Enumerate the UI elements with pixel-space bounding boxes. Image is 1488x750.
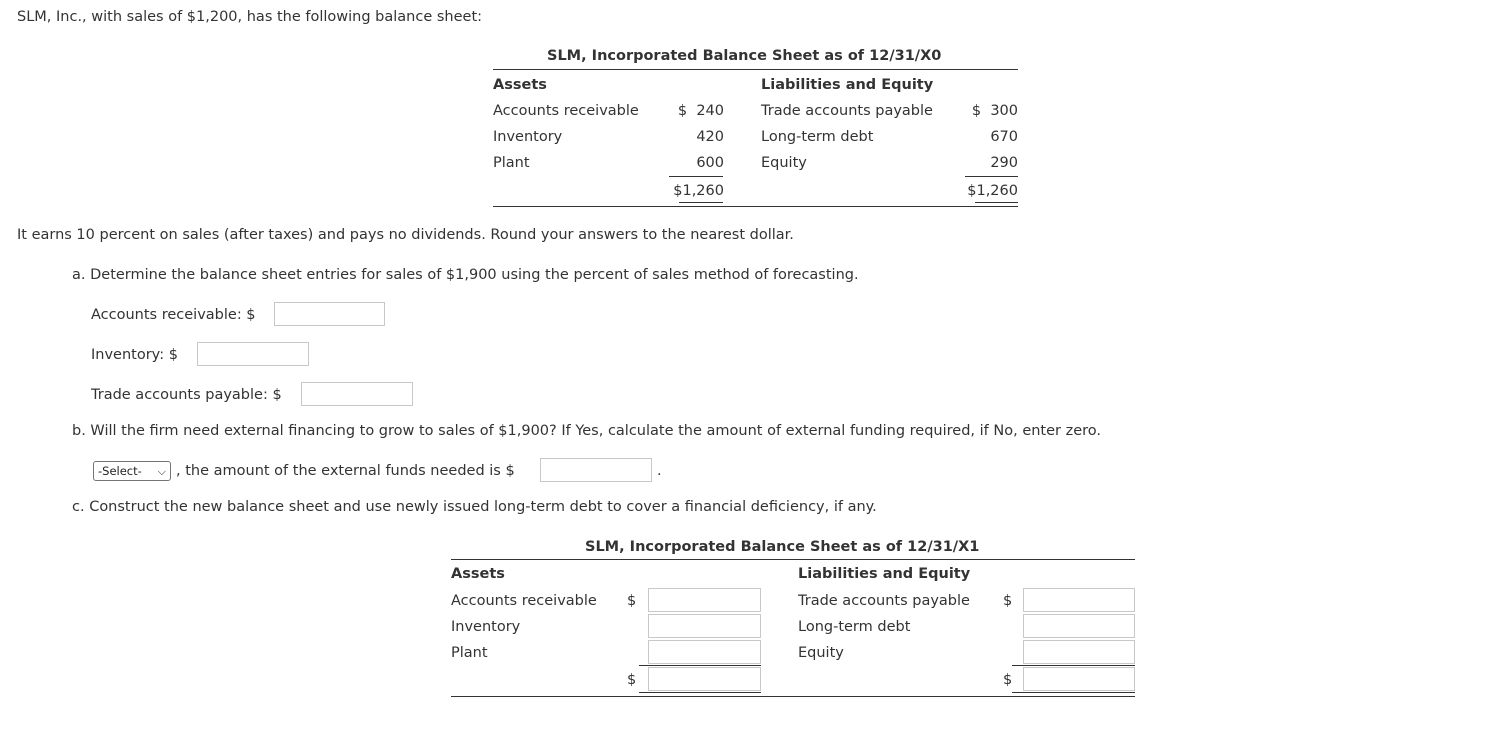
sheet-x0-equity-label: Equity — [761, 155, 807, 171]
sheet-x1-ar-label: Accounts receivable — [451, 593, 597, 609]
sheet-x0-assets-double-rule-1 — [679, 202, 723, 203]
sheet-x0-ar-value: $ 240 — [677, 103, 724, 119]
inventory-answer-label: Inventory: $ — [91, 347, 178, 363]
external-funds-text: , the amount of the external funds needed is $ — [176, 463, 515, 479]
sheet-x0-assets-sum-rule — [669, 176, 723, 177]
sheet-x0-bottom-rule — [493, 206, 1018, 207]
sheet-x0-plant-label: Plant — [493, 155, 530, 171]
sheet-x1-tap-dollar: $ — [1003, 593, 1013, 609]
sheet-x0-tap-label: Trade accounts payable — [761, 103, 933, 119]
sheet-x0-assets-total: $1,260 — [673, 183, 724, 199]
sheet-x1-ltd-label: Long-term debt — [798, 619, 911, 635]
sheet-x1-liab-total-dollar: $ — [1003, 672, 1013, 688]
select-value: -Select- — [98, 464, 142, 478]
sheet-x1-liab-double-rule — [1012, 692, 1135, 693]
part-b-prompt: b. Will the firm need external financing to grow to sales of $1,900? If Yes, calculate the amount of external funding required, if No, enter zero. — [72, 423, 1102, 439]
sheet-x0-ltd-label: Long-term debt — [761, 129, 874, 145]
sheet-x1-assets-total-dollar: $ — [627, 672, 637, 688]
intro-text: SLM, Inc., with sales of $1,200, has the following balance sheet: — [17, 9, 483, 25]
tap-answer-label: Trade accounts payable: $ — [91, 387, 282, 403]
sheet-x1-title: SLM, Incorporated Balance Sheet as of 12/31/X1 — [585, 539, 980, 555]
inventory-answer-input[interactable] — [197, 342, 309, 366]
sheet-x1-assets-double-rule — [639, 692, 761, 693]
part-c-prompt: c. Construct the new balance sheet and use newly issued long-term debt to cover a financial deficiency, if any. — [72, 499, 877, 515]
sheet-x0-liab-total: $1,260 — [967, 183, 1018, 199]
sheet-x0-liab-heading: Liabilities and Equity — [761, 77, 934, 93]
sheet-x1-ar-dollar: $ — [627, 593, 637, 609]
sheet-x0-inv-value: 420 — [696, 129, 724, 145]
external-funds-period: . — [657, 463, 662, 479]
sheet-x1-title-rule — [451, 559, 1135, 560]
sheet-x1-assets-sum-rule — [639, 665, 761, 666]
ar-answer-label: Accounts receivable: $ — [91, 307, 256, 323]
sheet-x1-plant-label: Plant — [451, 645, 488, 661]
sheet-x0-ltd-value: 670 — [990, 129, 1018, 145]
sheet-x1-liab-total-input[interactable] — [1023, 667, 1135, 691]
sheet-x0-equity-value: 290 — [990, 155, 1018, 171]
sheet-x0-inv-label: Inventory — [493, 129, 563, 145]
sheet-x1-assets-heading: Assets — [451, 566, 505, 582]
sheet-x0-ar-label: Accounts receivable — [493, 103, 639, 119]
external-financing-select[interactable] — [93, 461, 171, 481]
sheet-x0-assets-heading: Assets — [493, 77, 547, 93]
external-funds-input[interactable] — [540, 458, 652, 482]
sheet-x1-liab-heading: Liabilities and Equity — [798, 566, 971, 582]
sheet-x1-equity-input[interactable] — [1023, 640, 1135, 664]
earnings-text: It earns 10 percent on sales (after taxes) and pays no dividends. Round your answers to the nearest dollar. — [17, 227, 794, 243]
tap-answer-input[interactable] — [301, 382, 413, 406]
sheet-x0-tap-value: $ 300 — [971, 103, 1018, 119]
sheet-x1-ar-input[interactable] — [648, 588, 761, 612]
sheet-x1-bottom-rule — [451, 696, 1135, 697]
sheet-x1-tap-input[interactable] — [1023, 588, 1135, 612]
sheet-x0-title-rule — [493, 69, 1018, 70]
sheet-x1-plant-input[interactable] — [648, 640, 761, 664]
sheet-x0-liab-double-rule-1 — [975, 202, 1018, 203]
sheet-x1-inv-label: Inventory — [451, 619, 521, 635]
sheet-x0-liab-sum-rule — [965, 176, 1018, 177]
chevron-down-icon: ⌵ — [157, 465, 166, 478]
sheet-x1-tap-label: Trade accounts payable — [798, 593, 970, 609]
part-a-prompt: a. Determine the balance sheet entries for sales of $1,900 using the percent of sales method of forecasting. — [72, 267, 859, 283]
sheet-x0-title: SLM, Incorporated Balance Sheet as of 12/31/X0 — [547, 48, 942, 64]
ar-answer-input[interactable] — [274, 302, 385, 326]
sheet-x1-liab-sum-rule — [1012, 665, 1135, 666]
sheet-x0-plant-value: 600 — [696, 155, 724, 171]
sheet-x1-equity-label: Equity — [798, 645, 844, 661]
sheet-x1-ltd-input[interactable] — [1023, 614, 1135, 638]
sheet-x1-inv-input[interactable] — [648, 614, 761, 638]
sheet-x1-assets-total-input[interactable] — [648, 667, 761, 691]
